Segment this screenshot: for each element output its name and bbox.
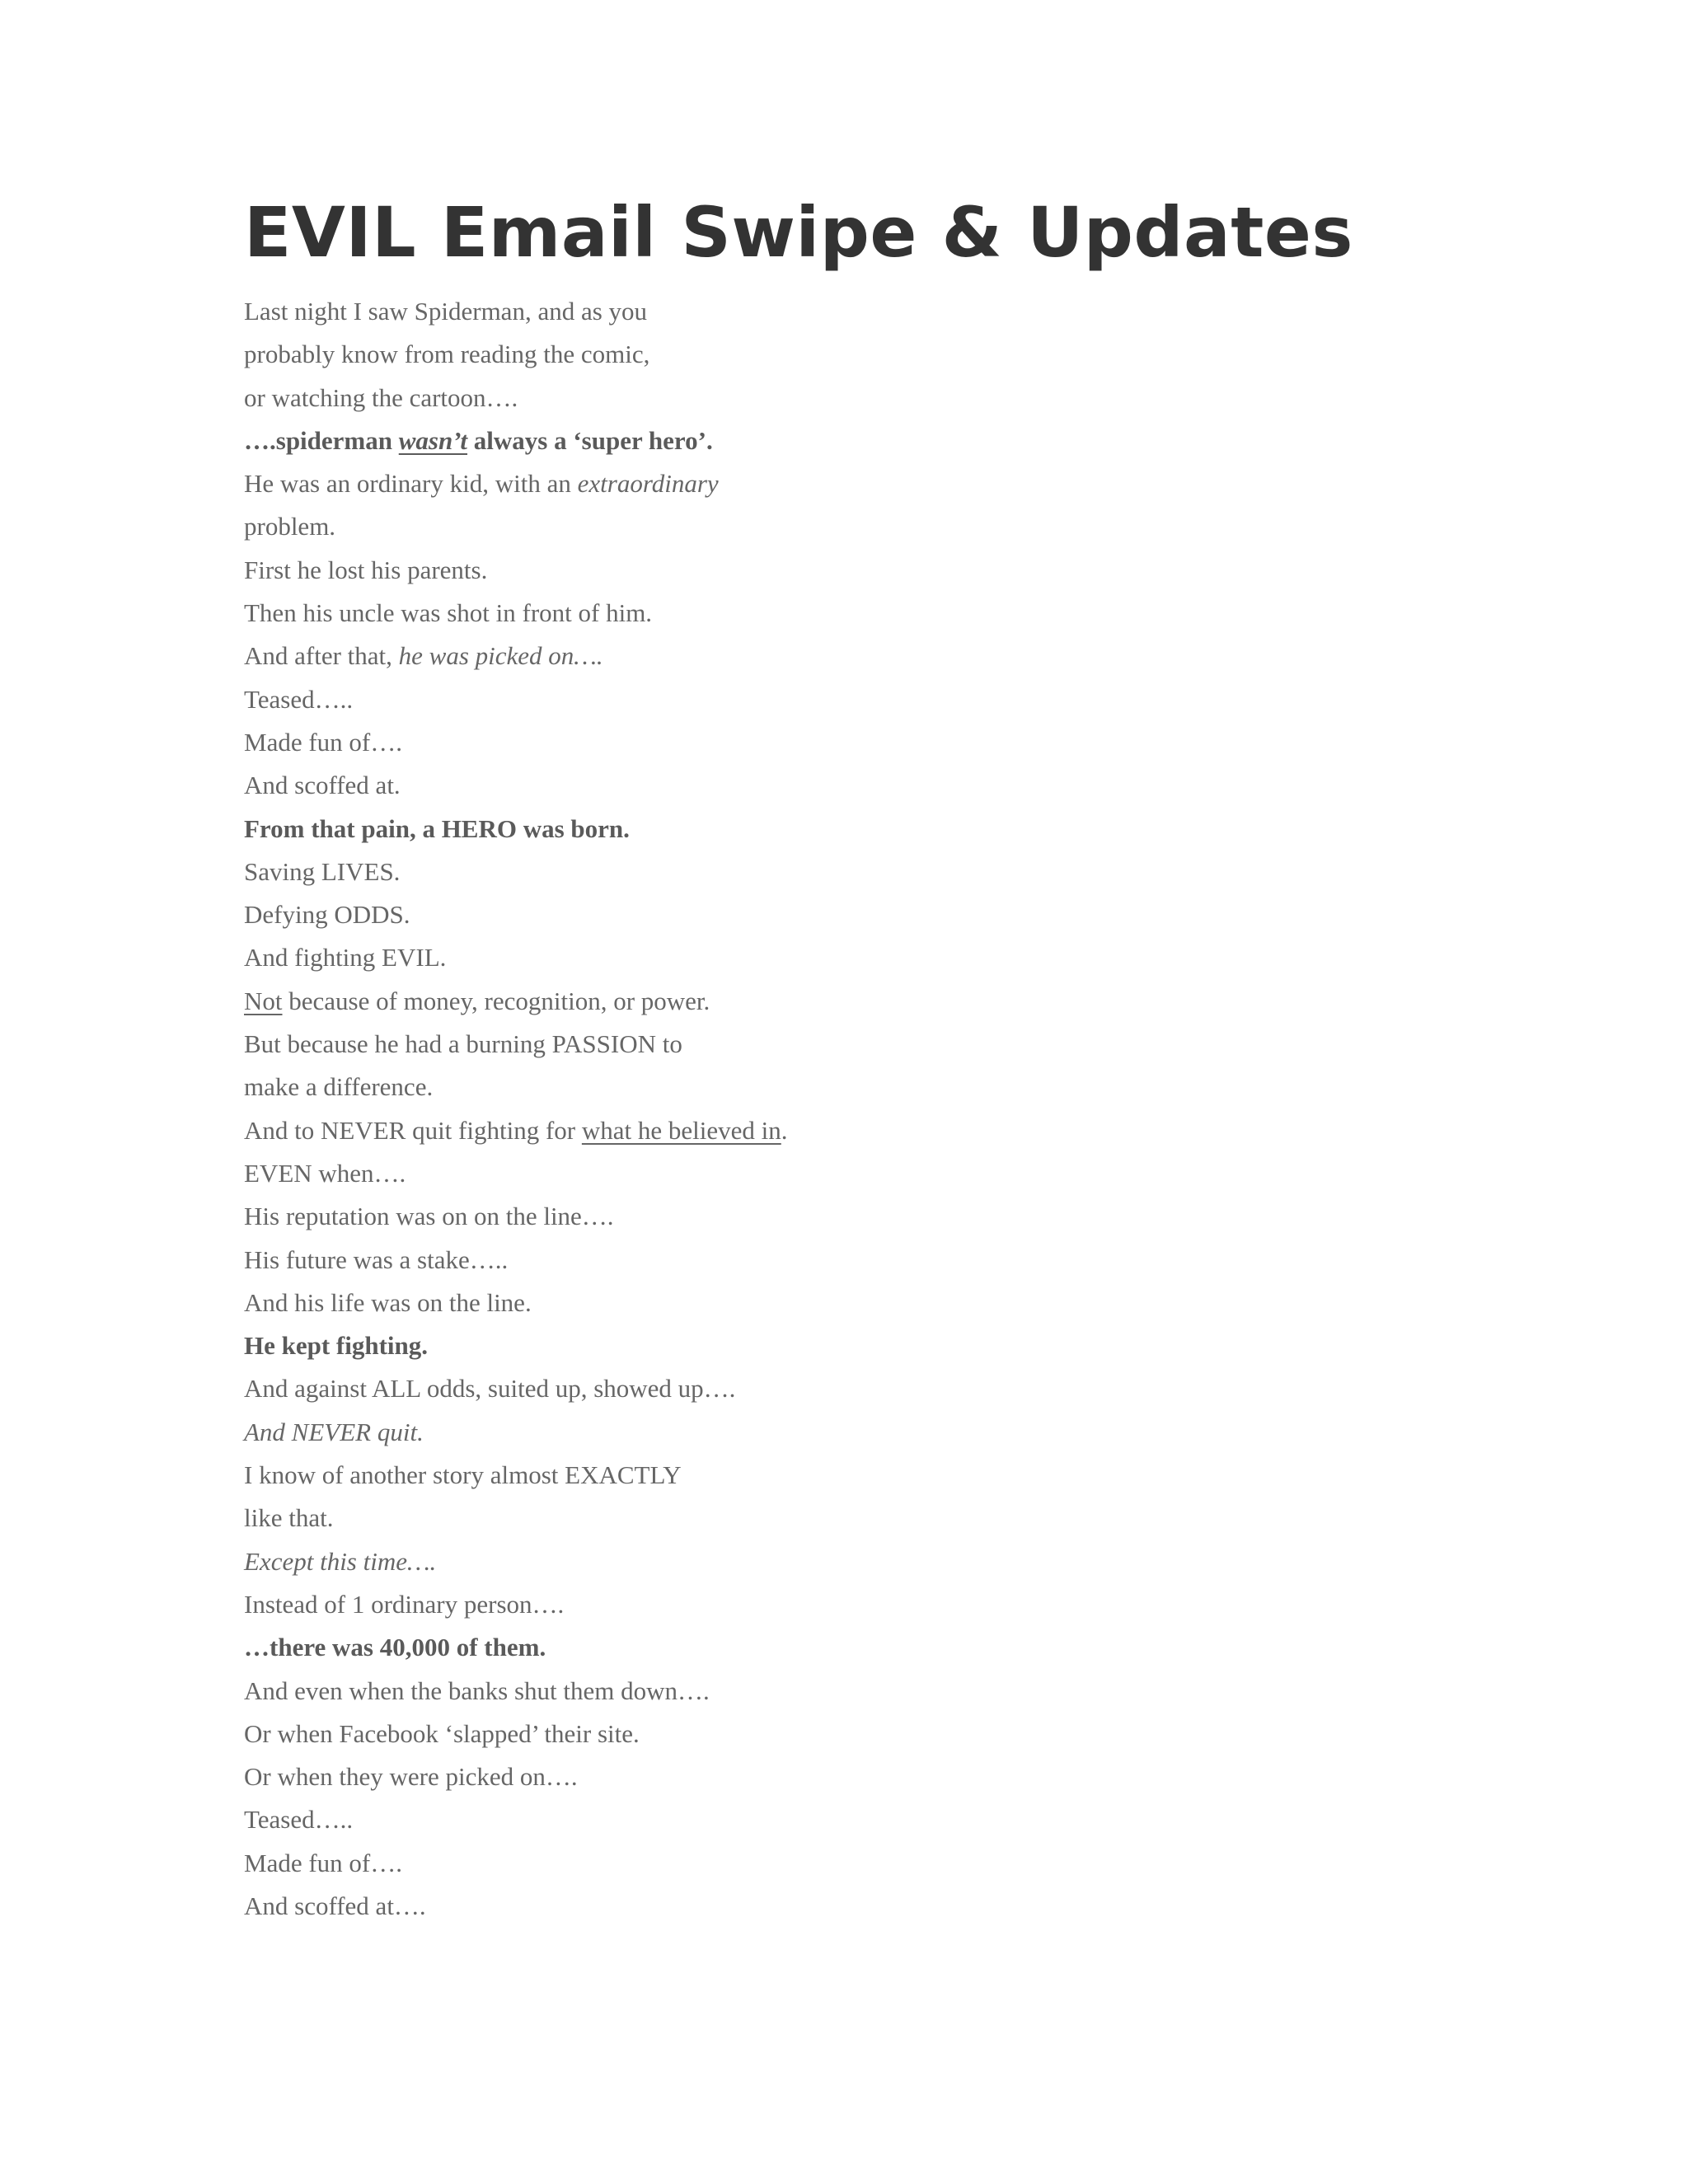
text-run: ….spiderman [244, 425, 399, 455]
text-run: And after that, [244, 641, 399, 671]
text-run: problem. [244, 512, 336, 541]
text-run: …there was 40,000 of them. [244, 1633, 546, 1662]
body-line [244, 1152, 1398, 1195]
body-line [244, 1583, 1398, 1626]
text-run: And against ALL odds, suited up, showed up…. [244, 1374, 736, 1404]
text-run: And even when the banks shut them down…. [244, 1675, 710, 1705]
text-run: Or when Facebook ‘slapped’ their site. [244, 1718, 640, 1748]
body-line [244, 549, 1398, 592]
text-run: wasn’t [398, 425, 468, 455]
text-run: Or when they were picked on…. [244, 1762, 578, 1792]
text-run: He was an ordinary kid, with an [244, 469, 578, 499]
body-line [244, 1239, 1398, 1282]
text-run: He kept fighting. [244, 1331, 429, 1361]
text-run: And fighting EVIL. [244, 943, 447, 972]
text-run: or watching the cartoon…. [244, 382, 518, 412]
text-run: he was picked on…. [398, 641, 603, 671]
text-run: Except this time…. [244, 1546, 437, 1576]
body-line [244, 721, 1398, 764]
body-line [244, 1885, 1398, 1928]
body-line [244, 462, 1398, 505]
body-line [244, 419, 1398, 462]
text-run: And NEVER quit. [244, 1417, 424, 1446]
body-line [244, 377, 1398, 419]
body-line [244, 1282, 1398, 1324]
body-line [244, 1195, 1398, 1238]
text-run: First he lost his parents. [244, 555, 488, 584]
body-line [244, 678, 1398, 721]
text-run: Defying ODDS. [244, 900, 410, 930]
text-run: extraordinary [577, 469, 719, 499]
body-line [244, 980, 1398, 1023]
text-run: Saving LIVES. [244, 856, 401, 886]
body-line [244, 1713, 1398, 1755]
text-run: And his life was on the line. [244, 1287, 532, 1317]
body-line [244, 851, 1398, 893]
body-line [244, 635, 1398, 677]
text-run: always a ‘super hero’. [467, 425, 713, 455]
body-line [244, 1324, 1398, 1367]
text-run: Not [244, 986, 283, 1015]
body-line [244, 1367, 1398, 1410]
text-run: like that. [244, 1503, 334, 1533]
text-run: From that pain, a HERO was born. [244, 813, 630, 843]
body-line [244, 333, 1398, 376]
body-line [244, 1023, 1398, 1066]
text-run: And scoffed at…. [244, 1891, 426, 1920]
body-line [244, 1454, 1398, 1497]
text-run: Teased….. [244, 1805, 354, 1835]
body-line [244, 808, 1398, 851]
body-line [244, 1066, 1398, 1108]
text-run: Last night I saw Spiderman, and as you [244, 297, 648, 326]
document-body [244, 290, 1398, 1928]
body-line [244, 1109, 1398, 1152]
text-run: I know of another story almost EXACTLY [244, 1460, 682, 1490]
text-run: because of money, recognition, or power. [282, 986, 710, 1015]
body-line [244, 1670, 1398, 1713]
body-line [244, 1411, 1398, 1454]
body-line [244, 764, 1398, 807]
text-run: Then his uncle was shot in front of him. [244, 598, 653, 628]
body-line [244, 1497, 1398, 1540]
text-run: what he believed in [581, 1115, 781, 1145]
text-run: probably know from reading the comic, [244, 340, 650, 369]
body-line [244, 1540, 1398, 1583]
text-run: And to NEVER quit fighting for [244, 1115, 582, 1145]
text-run: Made fun of…. [244, 1848, 402, 1877]
text-run: Instead of 1 ordinary person…. [244, 1589, 565, 1619]
body-line [244, 1755, 1398, 1798]
text-run: Made fun of…. [244, 727, 402, 757]
text-run: But because he had a burning PASSION to [244, 1029, 682, 1059]
body-line [244, 936, 1398, 979]
text-run: make a difference. [244, 1072, 434, 1102]
text-run: Teased….. [244, 684, 354, 714]
text-run: And scoffed at. [244, 771, 401, 800]
text-run: . [781, 1115, 788, 1145]
body-line [244, 505, 1398, 548]
text-run: EVEN when…. [244, 1158, 406, 1188]
document-title: EVIL Email Swipe & Updates [244, 192, 1353, 273]
body-line [244, 1626, 1398, 1669]
body-line [244, 1798, 1398, 1841]
text-run: His reputation was on on the line…. [244, 1202, 614, 1231]
body-line [244, 592, 1398, 635]
text-run: His future was a stake….. [244, 1244, 509, 1274]
body-line [244, 1842, 1398, 1885]
body-line [244, 893, 1398, 936]
body-line [244, 290, 1398, 333]
